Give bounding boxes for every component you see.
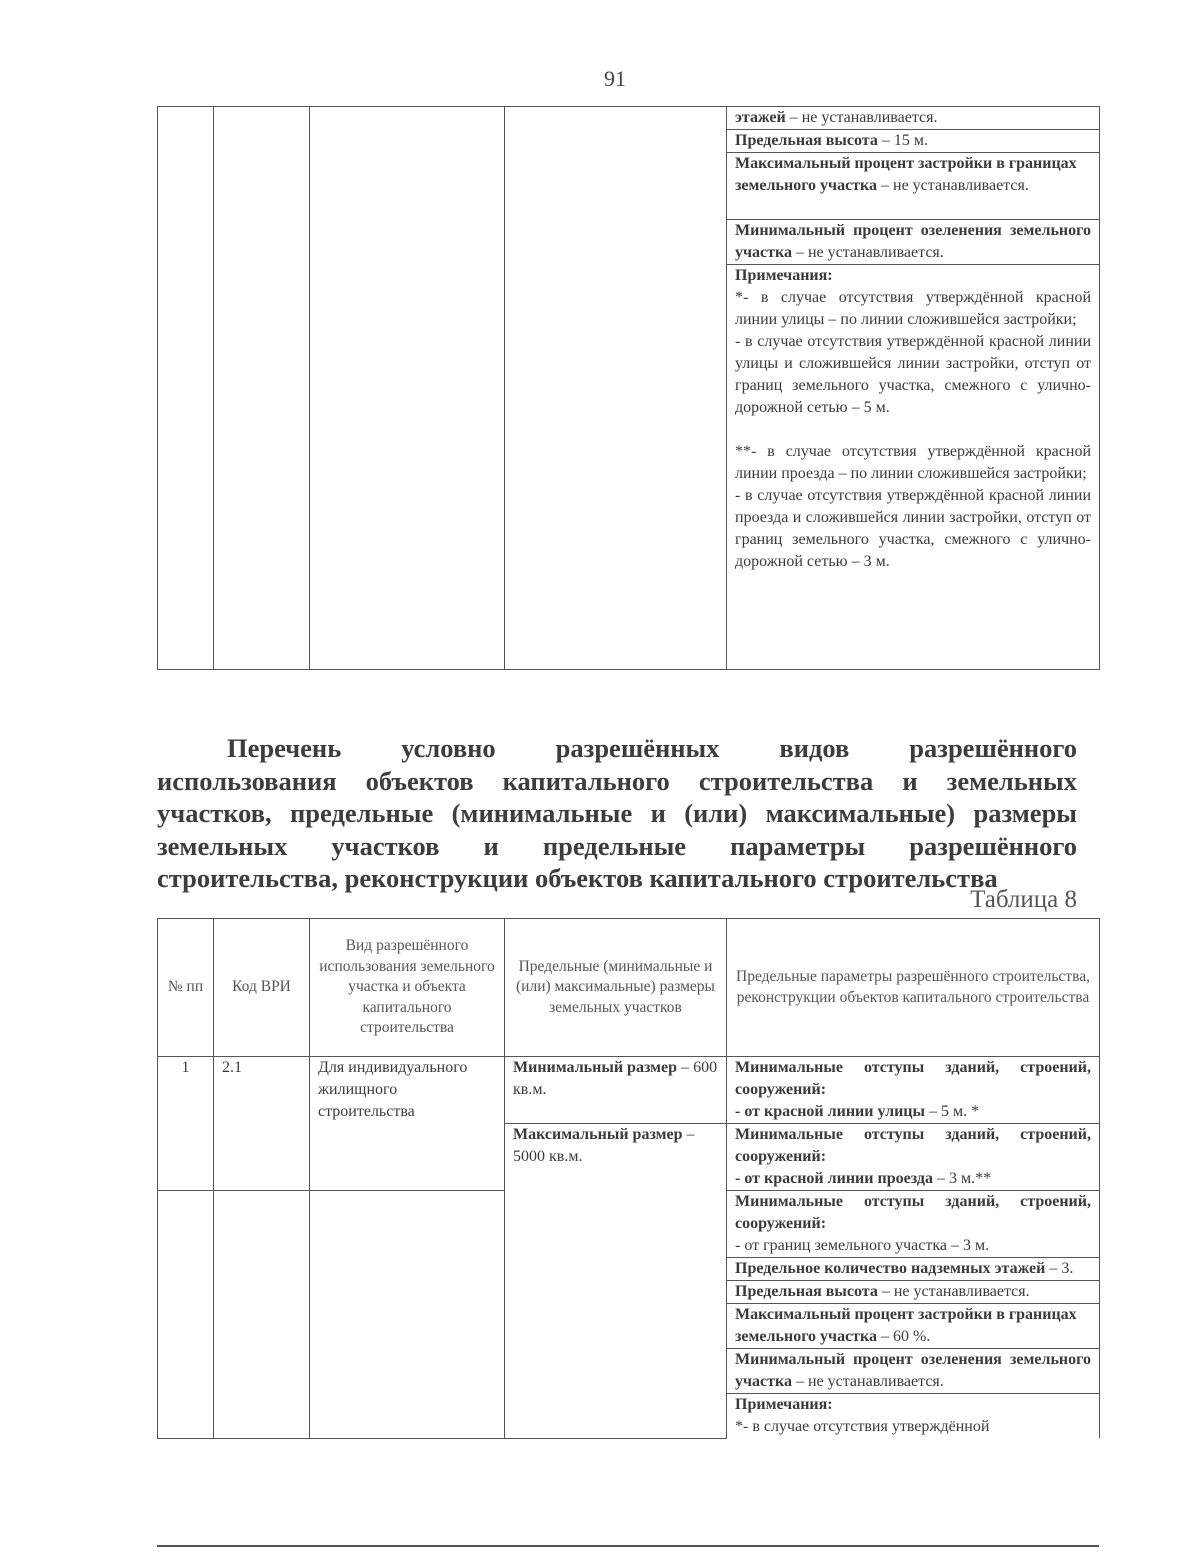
- row-kind: Для индивидуального жилищного строительства: [310, 1057, 505, 1191]
- notes-cell: Примечания: *- в случае отсутствия утверждённой: [727, 1394, 1100, 1439]
- empty-cell: [310, 1191, 505, 1439]
- note-paragraph: - в случае отсутствия утверждённой красной линии проезда и сложившейся линии застройки, отступ от границ земельного участка, смежного с улично-дорожной сетью – 3 м.: [735, 487, 1091, 570]
- param-cell: Предельная высота – 15 м.: [727, 130, 1100, 153]
- heading-line: земельных участков и предельные параметры разрешённого: [157, 830, 1077, 861]
- header-sizes: Предельные (минимальные и (или) максимальные) размеры земельных участков: [505, 919, 727, 1057]
- header-params: Предельные параметры разрешённого строительства, реконструкции объектов капитального строительства: [727, 919, 1100, 1057]
- page-number: 91: [604, 66, 626, 91]
- empty-cell: [158, 1191, 214, 1439]
- param-cell: этажей – не устанавливается.: [727, 107, 1100, 130]
- table-caption: Таблица 8: [970, 886, 1077, 913]
- empty-cell: [158, 107, 214, 670]
- param-cell: Максимальный процент застройки в границах земельного участка – не устанавливается.: [727, 153, 1100, 220]
- param-cell: Минимальный процент озеленения земельного участка – не устанавливается.: [727, 1349, 1100, 1394]
- bottom-rule: [157, 1545, 1099, 1547]
- max-size-cell: Максимальный размер – 5000 кв.м.: [505, 1124, 727, 1439]
- heading-line: строительства, реконструкции объектов капитального строительства: [157, 863, 998, 893]
- param-cell: Минимальные отступы зданий, строений, сооружений: - от красной линии проезда – 3 м.**: [727, 1124, 1100, 1191]
- empty-cell: [505, 107, 727, 670]
- section-heading: [157, 732, 1077, 895]
- param-cell: Минимальные отступы зданий, строений, сооружений: - от границ земельного участка – 3 м.: [727, 1191, 1100, 1258]
- heading-line: Перечень условно разрешённых видов разрешённого: [227, 733, 1077, 763]
- note-paragraph: *- в случае отсутствия утверждённой красной линии улицы – по линии сложившейся застройки;: [735, 289, 1091, 328]
- empty-cell: [310, 107, 505, 670]
- param-cell: Минимальный процент озеленения земельного участка – не устанавливается.: [727, 220, 1100, 265]
- row-num: 1: [158, 1057, 214, 1191]
- empty-cell: [214, 107, 310, 670]
- header-code: Код ВРИ: [214, 919, 310, 1057]
- param-cell: Максимальный процент застройки в границах земельного участка – 60 %.: [727, 1304, 1100, 1349]
- empty-cell: [214, 1191, 310, 1439]
- notes-title: Примечания:: [735, 267, 833, 284]
- param-cell: Минимальные отступы зданий, строений, сооружений: - от красной линии улицы – 5 м. *: [727, 1057, 1100, 1124]
- param-cell: Предельная высота – не устанавливается.: [727, 1281, 1100, 1304]
- table-8: [157, 918, 1100, 1439]
- note-paragraph: **- в случае отсутствия утверждённой красной линии проезда – по линии сложившейся застройки;: [735, 443, 1091, 482]
- header-kind: Вид разрешённого использования земельного участка и объекта капитального строительства: [310, 919, 505, 1057]
- param-cell: Предельное количество надземных этажей – 3.: [727, 1258, 1100, 1281]
- notes-cell: [727, 265, 1100, 670]
- min-size-cell: Минимальный размер – 600 кв.м.: [505, 1057, 727, 1124]
- header-num: № пп: [158, 919, 214, 1057]
- row-code: 2.1: [214, 1057, 310, 1191]
- note-paragraph: - в случае отсутствия утверждённой красной линии улицы и сложившейся линии застройки, отступ от границ земельного участка, смежного с улично-дорожной сетью – 5 м.: [735, 333, 1091, 416]
- continued-table: [157, 106, 1100, 670]
- heading-line: участков, предельные (минимальные и (или) максимальные) размеры: [157, 798, 1077, 828]
- heading-line: использования объектов капитального строительства и земельных: [157, 765, 1077, 796]
